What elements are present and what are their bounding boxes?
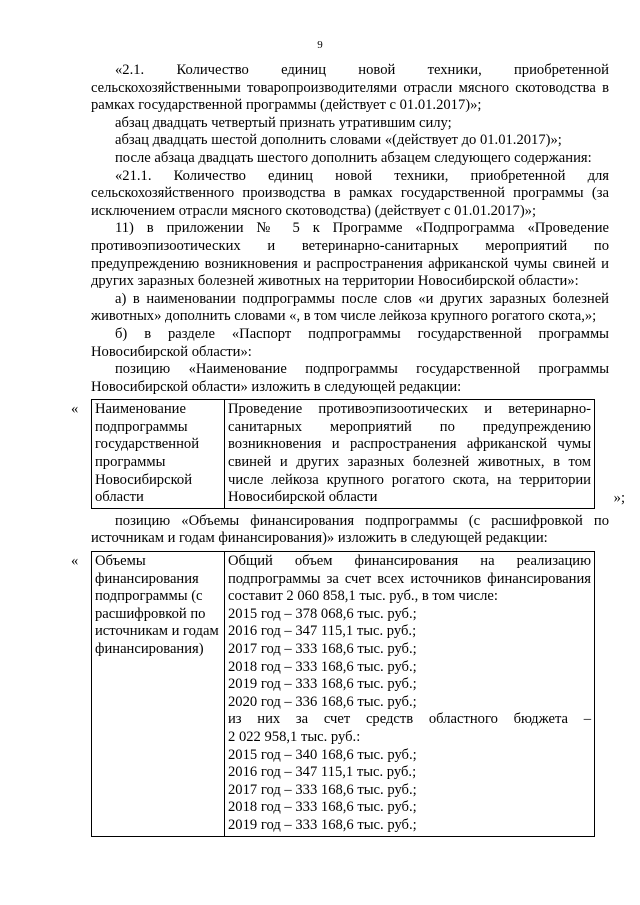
paragraph: б) в разделе «Паспорт подпрограммы государственной программы Новосибирской области»: xyxy=(91,325,609,360)
regional-year-line: 2016 год – 347 115,1 тыс. руб.; xyxy=(228,764,417,781)
paragraph: позицию «Наименование подпрограммы государственной программы Новосибирской области» изложить в следующей редакции: xyxy=(91,361,609,395)
funding-year-line: 2015 год – 378 068,6 тыс. руб.; xyxy=(228,605,417,622)
table-label-cell: Наименование подпрограммы государственной программы Новосибирской области xyxy=(92,400,225,509)
paragraph: 11) в приложении № 5 к Программе «Подпрограмма «Проведение противоэпизоотических и ветеринарно-санитарных мероприятий по предупреждению возникновения и распространения африканской чумы свиней и других заразных болезней животных на территории Новосибирской области»: xyxy=(91,220,609,290)
name-table-block xyxy=(71,399,625,509)
paragraph: а) в наименовании подпрограммы после слов «и других заразных болезней животных» дополнить словами «, в том числе лейкоза крупного рогатого скота,»; xyxy=(91,290,609,325)
document-body xyxy=(71,62,625,837)
table-row xyxy=(92,552,595,837)
regional-year-line: 2017 год – 333 168,6 тыс. руб.; xyxy=(228,781,417,798)
open-quote: « xyxy=(71,401,79,418)
paragraph: абзац двадцать шестой дополнить словами «(действует до 01.01.2017)»; xyxy=(115,132,562,149)
funding-intro: Общий объем финансирования на реализацию подпрограммы за счет всех источников финансирования составит 2 060 858,1 тыс. руб., в том числе: xyxy=(228,553,591,605)
paragraph: абзац двадцать четвертый признать утратившим силу; xyxy=(115,114,452,131)
funding-year-line: 2018 год – 333 168,6 тыс. руб.; xyxy=(228,658,417,675)
page-number: 9 xyxy=(317,39,323,51)
paragraph: позицию «Объемы финансирования подпрограммы (с расшифровкой по источникам и годам финансирования)» изложить в следующей редакции: xyxy=(91,512,609,547)
table-label-cell: Объемы финансирования подпрограммы (с расшифровкой по источникам и годам финансирования) xyxy=(92,552,225,837)
paragraph: после абзаца двадцать шестого дополнить абзацем следующего содержания: xyxy=(115,149,592,166)
close-quote: »; xyxy=(613,489,625,506)
open-quote: « xyxy=(71,553,79,570)
paragraph: «2.1. Количество единиц новой техники, приобретенной сельскохозяйственными товаропроизводителями отрасли мясного скотоводства в рамках государственной программы (действует с 01.01.2017)»; xyxy=(91,62,609,114)
regional-year-line: 2018 год – 333 168,6 тыс. руб.; xyxy=(228,799,417,816)
funding-table xyxy=(91,551,595,837)
funding-year-line: 2017 год – 333 168,6 тыс. руб.; xyxy=(228,641,417,657)
funding-year-line: 2019 год – 333 168,6 тыс. руб.; xyxy=(228,676,417,693)
paragraph: «21.1. Количество единиц новой техники, приобретенной для сельскохозяйственного производства в рамках государственной программы (за исключением отрасли мясного скотоводства) (действует с 01.01.2017)»; xyxy=(91,167,609,219)
name-table xyxy=(91,399,595,509)
regional-funding-intro: из них за счет средств областного бюджета – xyxy=(228,711,591,728)
regional-funding-total: 2 022 958,1 тыс. руб.: xyxy=(228,728,361,745)
table-row xyxy=(92,400,595,509)
funding-table-block xyxy=(71,551,609,837)
funding-year-line: 2016 год – 347 115,1 тыс. руб.; xyxy=(228,623,417,640)
funding-year-line: 2020 год – 336 168,6 тыс. руб.; xyxy=(228,693,417,710)
regional-year-line: 2019 год – 333 168,6 тыс. руб.; xyxy=(228,816,417,833)
regional-year-line: 2015 год – 340 168,6 тыс. руб.; xyxy=(228,746,417,763)
table-value-cell: Проведение противоэпизоотических и ветеринарно-санитарных мероприятий по предупреждению возникновения и распространения африканской чумы свиней и других заразных болезней животных, в том числе лейкоза крупного рогатого скота, на территории Новосибирской области xyxy=(225,400,595,509)
table-value-cell xyxy=(225,552,595,837)
